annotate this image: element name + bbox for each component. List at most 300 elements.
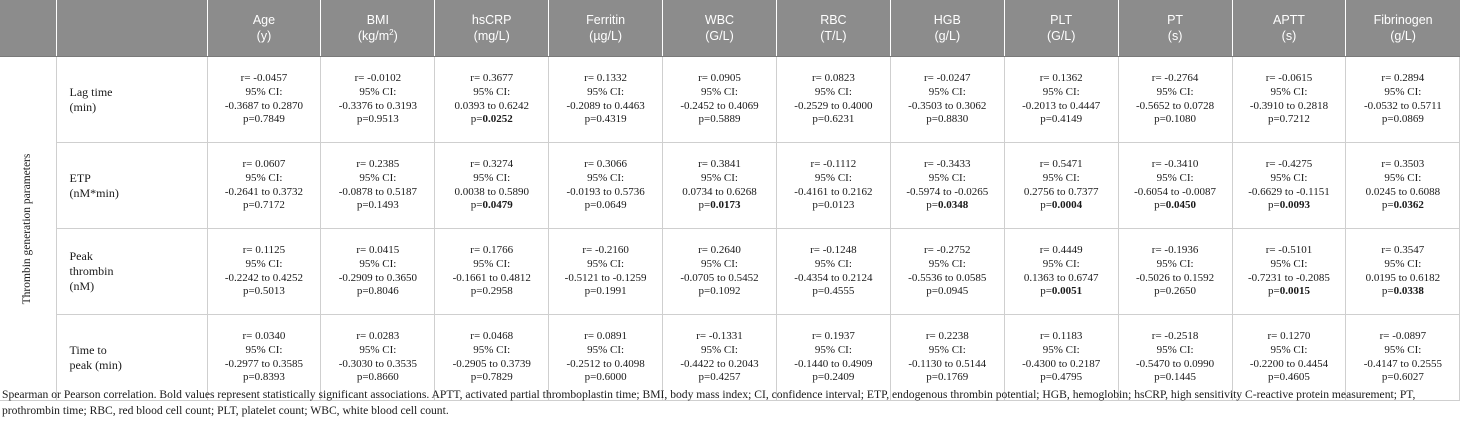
correlation-r-value: r= -0.3433 [924, 158, 971, 171]
column-unit [1233, 28, 1346, 44]
ci-label: 95% CI: [587, 85, 625, 98]
confidence-interval: -0.1440 to 0.4909 [794, 357, 873, 370]
confidence-interval: -0.2641 to 0.3732 [224, 185, 304, 198]
confidence-interval: -0.1130 to 0.5144 [908, 357, 987, 370]
p-value [1346, 199, 1459, 213]
ci-label: 95% CI: [587, 343, 625, 356]
ci-label: 95% CI: [1384, 171, 1422, 184]
p-value-prefix: p= [1040, 199, 1052, 212]
column-name: BMI [366, 13, 389, 27]
p-value [435, 199, 548, 213]
correlation-r-value: r= 0.2238 [925, 330, 969, 343]
column-name: APTT [1272, 13, 1305, 27]
column-header [207, 0, 321, 57]
column-header [1118, 0, 1232, 57]
confidence-interval: -0.6054 to -0.0087 [1134, 185, 1217, 198]
row-label-line: (min) [69, 99, 97, 114]
confidence-interval: -0.5026 to 0.1592 [1135, 271, 1215, 284]
column-name: Fibrinogen [1373, 13, 1433, 27]
p-value: p=0.4605 [1267, 371, 1310, 384]
row-label-line: thrombin [69, 264, 114, 278]
ci-label: 95% CI: [1156, 343, 1194, 356]
column-header [1346, 0, 1460, 57]
confidence-interval: -0.0705 to 0.5452 [680, 271, 759, 284]
confidence-interval: -0.2242 to 0.4252 [224, 271, 304, 284]
confidence-interval: -0.3503 to 0.3062 [908, 99, 987, 112]
correlation-r-value: r= 0.0468 [470, 330, 514, 343]
data-cell [207, 229, 321, 315]
p-value: p=0.2958 [470, 285, 513, 298]
data-cell [1118, 229, 1232, 315]
column-unit [435, 28, 548, 44]
confidence-interval: 0.1363 to 0.6747 [1023, 271, 1099, 284]
p-value: p=0.7172 [242, 199, 285, 212]
ci-label: 95% CI: [359, 257, 397, 270]
ci-label: 95% CI: [701, 343, 738, 356]
confidence-interval: -0.0193 to 0.5736 [566, 185, 645, 198]
row-label-line: ETP [69, 170, 91, 185]
p-value: p=0.1445 [1154, 371, 1197, 384]
table-body [0, 57, 1460, 401]
p-value: p=0.1493 [356, 199, 399, 212]
correlation-r-value: r= -0.5101 [1265, 244, 1313, 257]
correlation-r-value: r= -0.2160 [582, 244, 629, 257]
p-value: p=0.1769 [926, 371, 969, 384]
p-value [1346, 285, 1459, 299]
ci-label: 95% CI: [1384, 257, 1422, 270]
p-value-prefix: p= [1040, 285, 1052, 298]
p-value: p=0.9513 [356, 113, 399, 126]
confidence-interval: -0.5121 to -0.1259 [564, 271, 647, 284]
ci-label: 95% CI: [814, 85, 852, 98]
p-value-number: 0.0338 [1393, 285, 1424, 298]
correlation-r-value: r= 0.5471 [1039, 158, 1083, 171]
confidence-interval: -0.3910 to 0.2818 [1249, 99, 1329, 112]
correlation-r-value: r= -0.0897 [1379, 330, 1427, 343]
ci-label: 95% CI: [928, 257, 966, 270]
data-cell [549, 57, 663, 143]
ci-label: 95% CI: [1156, 257, 1194, 270]
confidence-interval: -0.3376 to 0.3193 [338, 99, 417, 112]
ci-label: 95% CI: [1384, 343, 1422, 356]
ci-label: 95% CI: [1042, 343, 1080, 356]
data-cell [1232, 57, 1346, 143]
row-label-line: Time to [69, 342, 107, 357]
row-label-cell [56, 57, 207, 143]
data-cell [1346, 57, 1460, 143]
confidence-interval: -0.0532 to 0.5711 [1363, 99, 1442, 112]
ci-label: 95% CI: [701, 171, 738, 184]
confidence-interval: -0.2089 to 0.4463 [566, 99, 645, 112]
data-cell [549, 143, 663, 229]
row-label-cell [56, 229, 207, 315]
column-name: PLT [1050, 13, 1073, 27]
p-value-prefix: p= [1381, 285, 1394, 298]
correlation-r-value: r= 0.4449 [1039, 244, 1083, 257]
p-value: p=0.0649 [584, 199, 627, 212]
p-value: p=0.1080 [1154, 113, 1197, 126]
confidence-interval: 0.0393 to 0.6242 [454, 99, 529, 112]
p-value: p=0.1092 [698, 285, 741, 298]
column-header [663, 0, 777, 57]
confidence-interval: -0.3030 to 0.3535 [338, 357, 417, 370]
column-header [776, 0, 890, 57]
column-unit [663, 28, 776, 44]
column-unit [1346, 28, 1459, 44]
data-cell [1232, 143, 1346, 229]
data-cell [1346, 143, 1460, 229]
ci-label: 95% CI: [928, 171, 966, 184]
data-cell [1232, 229, 1346, 315]
column-unit [1005, 28, 1118, 44]
row-label-line: Peak [69, 249, 93, 263]
confidence-interval: -0.6629 to -0.1151 [1248, 185, 1330, 198]
header-blank-cell [56, 0, 207, 57]
correlation-r-value: r= 0.1270 [1267, 330, 1311, 343]
correlation-r-value: r= 0.3841 [698, 158, 741, 171]
ci-label: 95% CI: [245, 343, 283, 356]
column-unit-text: (T/L) [820, 29, 847, 43]
data-cell [435, 229, 549, 315]
p-value: p=0.8393 [242, 371, 285, 384]
p-value-prefix: p= [1267, 199, 1280, 212]
column-unit-text: (kg/m [357, 29, 390, 43]
confidence-interval: 0.0038 to 0.5890 [454, 185, 529, 198]
column-unit-text: (G/L) [1046, 29, 1076, 43]
data-cell [1004, 57, 1118, 143]
group-label-cell [0, 57, 56, 401]
correlation-r-value: r= 0.2385 [356, 158, 400, 171]
correlation-r-value: r= 0.1362 [1039, 72, 1083, 85]
confidence-interval: -0.5974 to -0.0265 [906, 185, 989, 198]
data-cell [890, 229, 1004, 315]
ci-label: 95% CI: [245, 85, 283, 98]
p-value [1119, 199, 1232, 213]
ci-label: 95% CI: [359, 343, 397, 356]
p-value: p=0.2409 [812, 371, 855, 384]
ci-label: 95% CI: [587, 257, 625, 270]
table-footnote: Spearman or Pearson correlation. Bold values represent statistically significant associations. APTT, activated partial thromboplastin time; BMI, body mass index; CI, confidence interval; ETP, endogenous thrombin potential; HGB, hemoglobin; hsCRP, high sensitivity C-reactive protein measurement; PT, prothrombin time; RBC, red blood cell count; PLT, platelet count; WBC, white blood cell count. [2, 388, 1416, 417]
correlation-r-value: r= 0.0607 [242, 158, 286, 171]
confidence-interval: 0.0195 to 0.6182 [1365, 271, 1441, 284]
column-unit [321, 28, 434, 44]
p-value-prefix: p= [1267, 285, 1280, 298]
column-unit [1119, 28, 1232, 44]
p-value: p=0.6000 [584, 371, 627, 384]
p-value: p=0.4149 [1040, 113, 1083, 126]
row-label-line: (nM) [69, 279, 95, 293]
column-name: PT [1167, 13, 1184, 27]
confidence-interval: -0.2977 to 0.3585 [224, 357, 304, 370]
data-cell [1118, 143, 1232, 229]
p-value-number: 0.0348 [938, 199, 969, 212]
p-value: p=0.4257 [698, 371, 741, 384]
correlation-r-value: r= 0.1125 [242, 244, 286, 257]
p-value [1233, 285, 1346, 299]
p-value: p=0.7829 [470, 371, 513, 384]
data-cell [1004, 229, 1118, 315]
p-value-number: 0.0173 [710, 199, 741, 212]
column-unit [891, 28, 1004, 44]
correlation-r-value: r= 0.0905 [698, 72, 741, 85]
confidence-interval: -0.5470 to 0.0990 [1135, 357, 1215, 370]
confidence-interval: -0.4422 to 0.2043 [680, 357, 759, 370]
p-value [1005, 199, 1118, 213]
column-name: RBC [820, 13, 847, 27]
confidence-interval: -0.2013 to 0.4447 [1022, 99, 1101, 112]
data-cell [549, 229, 663, 315]
p-value-prefix: p= [926, 199, 939, 212]
ci-label: 95% CI: [359, 171, 397, 184]
p-value: p=0.4795 [1040, 371, 1083, 384]
column-header [1004, 0, 1118, 57]
column-header [321, 0, 435, 57]
column-unit-text: (s) [1281, 29, 1297, 43]
ci-label: 95% CI: [473, 171, 511, 184]
p-value [435, 113, 548, 127]
column-header [435, 0, 549, 57]
p-value-prefix: p= [470, 113, 483, 126]
ci-label: 95% CI: [814, 343, 852, 356]
p-value: p=0.8660 [356, 371, 399, 384]
confidence-interval: -0.4147 to 0.2555 [1363, 357, 1442, 370]
correlation-r-value: r= 0.0823 [811, 72, 855, 85]
confidence-interval: -0.2512 to 0.4098 [566, 357, 645, 370]
p-value: p=0.1991 [584, 285, 627, 298]
column-unit-text: (g/L) [1390, 29, 1416, 43]
correlation-r-value: r= 0.3677 [470, 72, 514, 85]
correlation-r-value: r= 0.3547 [1381, 244, 1425, 257]
data-cell [776, 143, 890, 229]
correlation-r-value: r= 0.2640 [698, 244, 741, 257]
p-value: p=0.0123 [812, 199, 855, 212]
correlation-r-value: r= -0.0247 [924, 72, 971, 85]
ci-label: 95% CI: [587, 171, 625, 184]
p-value: p=0.0869 [1381, 113, 1424, 126]
p-value [663, 199, 776, 213]
correlation-r-value: r= -0.4275 [1265, 158, 1313, 171]
ci-label: 95% CI: [1156, 171, 1194, 184]
correlation-r-value: r= -0.1331 [696, 330, 743, 343]
p-value: p=0.5889 [698, 113, 741, 126]
correlation-r-value: r= 0.1183 [1039, 330, 1083, 343]
ci-label: 95% CI: [1270, 171, 1308, 184]
confidence-interval: -0.2200 to 0.4454 [1249, 357, 1329, 370]
p-value-number: 0.0004 [1051, 199, 1083, 212]
confidence-interval: -0.4161 to 0.2162 [794, 185, 873, 198]
column-unit [549, 28, 662, 44]
group-label: Thrombin generation parameters [20, 153, 33, 304]
data-cell [776, 57, 890, 143]
header-blank-cell [0, 0, 56, 57]
data-cell [663, 57, 777, 143]
confidence-interval: 0.2756 to 0.7377 [1023, 185, 1099, 198]
p-value: p=0.6027 [1381, 371, 1424, 384]
p-value: p=0.7212 [1267, 113, 1310, 126]
confidence-interval: -0.0878 to 0.5187 [338, 185, 417, 198]
confidence-interval: 0.0245 to 0.6088 [1365, 185, 1441, 198]
ci-label: 95% CI: [1042, 85, 1080, 98]
column-name: HGB [933, 13, 961, 27]
data-cell [321, 57, 435, 143]
correlation-r-value: r= 0.0340 [242, 330, 286, 343]
confidence-interval: -0.5536 to 0.0585 [908, 271, 987, 284]
ci-label: 95% CI: [359, 85, 397, 98]
p-value [891, 199, 1004, 213]
p-value: p=0.5013 [242, 285, 285, 298]
correlation-r-value: r= -0.1248 [810, 244, 857, 257]
data-cell [321, 229, 435, 315]
table-row [0, 229, 1460, 315]
ci-label: 95% CI: [473, 257, 511, 270]
row-label-line: peak (min) [69, 357, 122, 372]
correlation-r-value: r= -0.2518 [1151, 330, 1199, 343]
row-label-line: Lag time [69, 84, 113, 99]
p-value: p=0.8046 [356, 285, 399, 298]
ci-label: 95% CI: [928, 343, 966, 356]
correlation-r-value: r= 0.3274 [470, 158, 514, 171]
p-value: p=0.6231 [812, 113, 855, 126]
correlation-r-value: r= 0.1332 [584, 72, 628, 85]
confidence-interval: -0.4300 to 0.2187 [1022, 357, 1101, 370]
column-name: Age [252, 13, 276, 27]
ci-label: 95% CI: [245, 257, 283, 270]
ci-label: 95% CI: [701, 257, 738, 270]
p-value-prefix: p= [1154, 199, 1166, 212]
p-value [1005, 285, 1118, 299]
ci-label: 95% CI: [473, 343, 511, 356]
p-value-number: 0.0479 [482, 199, 513, 212]
ci-label: 95% CI: [814, 171, 852, 184]
data-cell [663, 229, 777, 315]
p-value-number: 0.0252 [482, 113, 513, 126]
correlation-r-value: r= -0.1112 [810, 158, 857, 171]
correlation-r-value: r= -0.0615 [1265, 72, 1313, 85]
correlation-r-value: r= -0.3410 [1151, 158, 1199, 171]
column-unit-superscript: 2 [389, 27, 394, 37]
column-name: WBC [704, 13, 735, 27]
ci-label: 95% CI: [245, 171, 283, 184]
column-unit [777, 28, 890, 44]
row-label-cell [56, 143, 207, 229]
correlation-r-value: r= -0.2752 [924, 244, 971, 257]
confidence-interval: -0.2452 to 0.4069 [680, 99, 759, 112]
correlation-r-value: r= 0.0283 [356, 330, 400, 343]
confidence-interval: -0.3687 to 0.2870 [224, 99, 304, 112]
correlation-r-value: r= -0.1936 [1151, 244, 1199, 257]
p-value: p=0.4319 [584, 113, 627, 126]
p-value: p=0.8830 [926, 113, 969, 126]
correlation-r-value: r= 0.3066 [584, 158, 628, 171]
confidence-interval: -0.1661 to 0.4812 [452, 271, 531, 284]
confidence-interval: -0.5652 to 0.0728 [1135, 99, 1215, 112]
table-header [0, 0, 1460, 57]
confidence-interval: 0.0734 to 0.6268 [682, 185, 757, 198]
column-header [549, 0, 663, 57]
correlation-r-value: r= 0.0891 [584, 330, 628, 343]
data-cell [435, 143, 549, 229]
ci-label: 95% CI: [1156, 85, 1194, 98]
ci-label: 95% CI: [1270, 257, 1308, 270]
p-value: p=0.2650 [1154, 285, 1197, 298]
confidence-interval: -0.2905 to 0.3739 [452, 357, 531, 370]
data-cell [776, 229, 890, 315]
confidence-interval: -0.2529 to 0.4000 [794, 99, 873, 112]
correlation-r-value: r= 0.3503 [1381, 158, 1425, 171]
p-value [1233, 199, 1346, 213]
correlation-r-value: r= 0.1766 [470, 244, 514, 257]
ci-label: 95% CI: [1042, 171, 1080, 184]
data-cell [1118, 57, 1232, 143]
table-row [0, 143, 1460, 229]
row-label-line: (nM*min) [69, 185, 119, 200]
ci-label: 95% CI: [1270, 343, 1308, 356]
p-value-number: 0.0015 [1279, 285, 1310, 298]
column-unit-text: (G/L) [705, 29, 734, 43]
column-unit-text: (µg/L) [589, 29, 623, 43]
column-unit-text: (mg/L) [473, 29, 510, 43]
column-name: Ferritin [586, 13, 626, 27]
data-cell [1004, 143, 1118, 229]
ci-label: 95% CI: [473, 85, 511, 98]
p-value-number: 0.0362 [1393, 199, 1424, 212]
ci-label: 95% CI: [928, 85, 966, 98]
column-unit-text: (s) [1167, 29, 1183, 43]
data-cell [207, 143, 321, 229]
ci-label: 95% CI: [814, 257, 852, 270]
correlation-r-value: r= -0.0102 [354, 72, 402, 85]
correlation-r-value: r= 0.1937 [811, 330, 855, 343]
p-value: p=0.7849 [242, 113, 285, 126]
confidence-interval: -0.2909 to 0.3650 [338, 271, 417, 284]
data-cell [321, 143, 435, 229]
data-cell [663, 143, 777, 229]
data-cell [435, 57, 549, 143]
confidence-interval: -0.4354 to 0.2124 [794, 271, 873, 284]
header-row [0, 0, 1460, 57]
p-value-number: 0.0051 [1051, 285, 1083, 298]
data-cell [890, 57, 1004, 143]
column-unit-text: (y) [256, 29, 272, 43]
p-value: p=0.4555 [812, 285, 855, 298]
ci-label: 95% CI: [701, 85, 738, 98]
table-row [0, 57, 1460, 143]
correlation-r-value: r= 0.0415 [356, 244, 400, 257]
ci-label: 95% CI: [1384, 85, 1422, 98]
p-value: p=0.0945 [926, 285, 969, 298]
p-value-prefix: p= [698, 199, 711, 212]
column-header [890, 0, 1004, 57]
ci-label: 95% CI: [1042, 257, 1080, 270]
column-unit-text: (g/L) [934, 29, 961, 43]
column-unit-tail: ) [393, 29, 398, 43]
p-value-number: 0.0450 [1165, 199, 1197, 212]
column-unit [208, 28, 321, 44]
column-name: hsCRP [471, 13, 512, 27]
data-cell [890, 143, 1004, 229]
confidence-interval: -0.7231 to -0.2085 [1248, 271, 1330, 284]
p-value-prefix: p= [470, 199, 483, 212]
correlation-r-value: r= 0.2894 [1381, 72, 1425, 85]
correlation-r-value: r= -0.0457 [240, 72, 288, 85]
data-cell [207, 57, 321, 143]
data-cell [1346, 229, 1460, 315]
ci-label: 95% CI: [1270, 85, 1308, 98]
p-value-number: 0.0093 [1279, 199, 1310, 212]
p-value-prefix: p= [1381, 199, 1394, 212]
column-header [1232, 0, 1346, 57]
correlation-r-value: r= -0.2764 [1151, 72, 1199, 85]
